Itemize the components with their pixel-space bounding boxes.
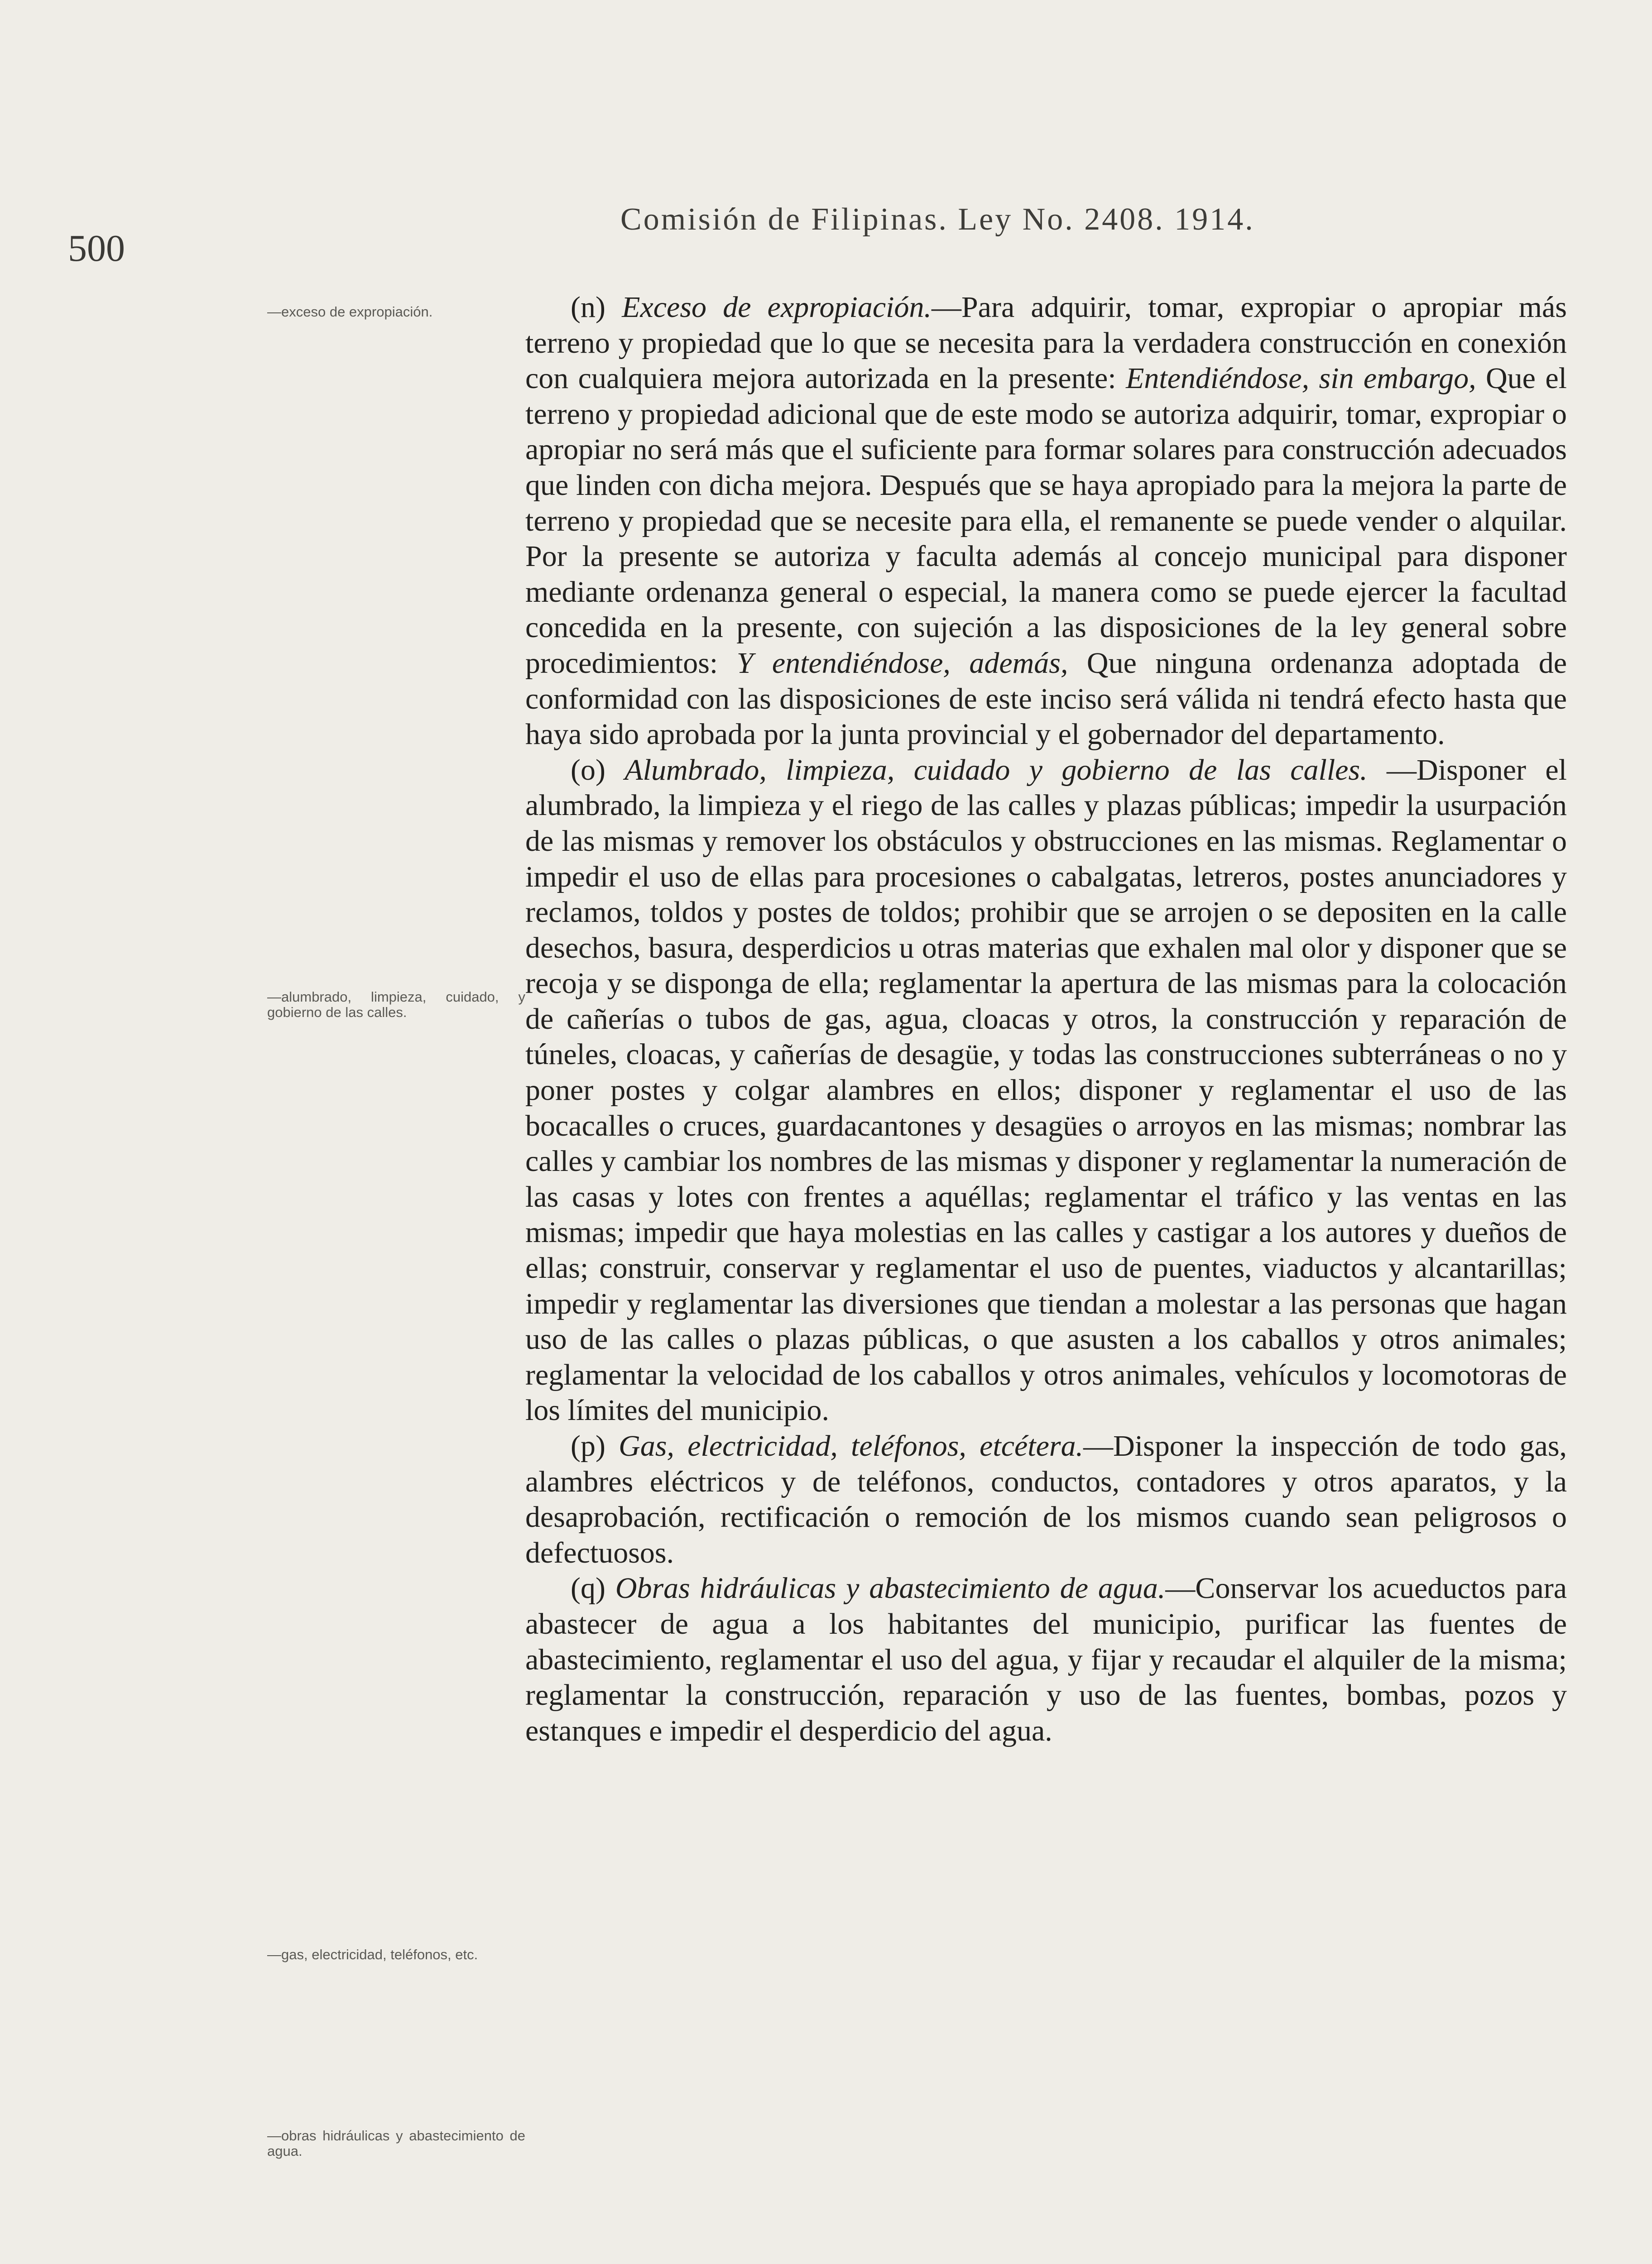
section-n-lead: (n)	[571, 291, 622, 324]
section-n	[525, 290, 1567, 753]
section-n-text-1: —Para adquirir, tomar, expropiar o apropiar más terreno y propiedad que lo que se necesita para la verdadera construcción en conexión con cualquiera mejora autorizada en la presente:	[525, 291, 1567, 395]
margin-note-gas: —gas, electricidad, teléfonos, etc.	[267, 1947, 478, 1962]
section-p-text: —Disponer la inspección de todo gas, alambres eléctricos y de teléfonos, conductos, contadores y otros aparatos, y la desaprobación, rectificación o remoción de los mismos cuando sean peligrosos o defectuosos.	[525, 1429, 1567, 1569]
section-q-title: Obras hidráulicas y abastecimiento de agua.	[615, 1572, 1166, 1605]
margin-note-alumbrado: —alumbrado, limpieza, cuidado, y gobierno de las calles.	[267, 989, 525, 1020]
section-p	[525, 1429, 1567, 1571]
section-o-lead: (o)	[571, 753, 625, 787]
section-q-text: —Conservar los acueductos para abastecer de agua a los habitantes del municipio, purificar las fuentes de abastecimiento, reglamentar el uso del agua, y fijar y recaudar el alquiler de la misma; reglamentar la construcción, reparación y uso de las fuentes, bombas, pozos y estanques e impedir el desperdicio del agua.	[525, 1572, 1567, 1747]
section-q-lead: (q)	[571, 1572, 615, 1605]
section-o-title: Alumbrado, limpieza, cuidado y gobierno de las calles.	[624, 753, 1368, 787]
section-p-title: Gas, electricidad, teléfonos, etcétera.	[619, 1429, 1084, 1463]
section-q	[525, 1571, 1567, 1749]
section-p-lead: (p)	[571, 1429, 619, 1463]
page-number: 500	[68, 227, 125, 269]
section-n-text-3: Que ninguna ordenanza adoptada de conformidad con las disposiciones de este inciso será válida ni tendrá efecto hasta que haya sido aprobada por la junta provincial y el gobernador del departamento.	[525, 646, 1567, 751]
section-o	[525, 753, 1567, 1429]
section-n-proviso-2: Y entendiéndose, además,	[736, 646, 1068, 680]
margin-note-exceso: —exceso de expropiación.	[267, 304, 433, 320]
section-n-text-2: Que el terreno y propiedad adicional que de este modo se autoriza adquirir, tomar, expropiar o apropiar no será más que el suficiente para formar solares para construcción adecuados que linden con dicha mejora. Después que se haya apropiado para la mejora la parte de terreno y propiedad que se necesite para ella, el remanente se puede vender o alquilar. Por la presente se autoriza y faculta además al concejo municipal para disponer mediante ordenanza general o especial, la manera como se puede ejercer la facultad concedida en la presente, con sujeción a las disposiciones de la ley general sobre procedimientos:	[525, 362, 1567, 680]
section-n-title: Exceso de expropiación.	[622, 291, 932, 324]
running-head: Comisión de Filipinas. Ley No. 2408. 1914.	[620, 202, 1255, 237]
margin-note-obras: —obras hidráulicas y abastecimiento de agua.	[267, 2128, 525, 2159]
section-o-text: —Disponer el alumbrado, la limpieza y el riego de las calles y plazas públicas; impedir la usurpación de las mismas y remover los obstáculos y obstrucciones en las mismas. Reglamentar o impedir el uso de ellas para procesiones o cabalgatas, letreros, postes anunciadores y reclamos, toldos y postes de toldos; prohibir que se arrojen o se depositen en la calle desechos, basura, desperdicios u otras materias que exhalen mal olor y disponer que se recoja y se disponga de ella; reglamentar la apertura de las mismas para la colocación de cañerías o tubos de gas, agua, cloacas y otros, la construcción y reparación de túneles, cloacas, y cañerías de desagüe, y todas las construcciones subterráneas o no y poner postes y colgar alambres en ellos; disponer y reglamentar el uso de las bocacalles o cruces, guardacantones y desagües o arroyos en las mismas; nombrar las calles y cambiar los nombres de las mismas y disponer y reglamentar la numeración de las casas y lotes con frentes a aquéllas; reglamentar el tráfico y las ventas en las mismas; impedir que haya molestias en las calles y castigar a los autores y dueños de ellas; construir, conservar y reglamentar el uso de puentes, viaductos y alcantarillas; impedir y reglamentar las diversiones que tiendan a molestar a las personas que hagan uso de las calles o plazas públicas, o que asusten a los caballos y otros animales; reglamentar la velocidad de los caballos y otros animales, vehículos y locomotoras de los límites del municipio.	[525, 753, 1567, 1427]
section-n-proviso-1: Entendiéndose, sin embargo,	[1126, 362, 1476, 395]
body-text	[525, 290, 1567, 1749]
